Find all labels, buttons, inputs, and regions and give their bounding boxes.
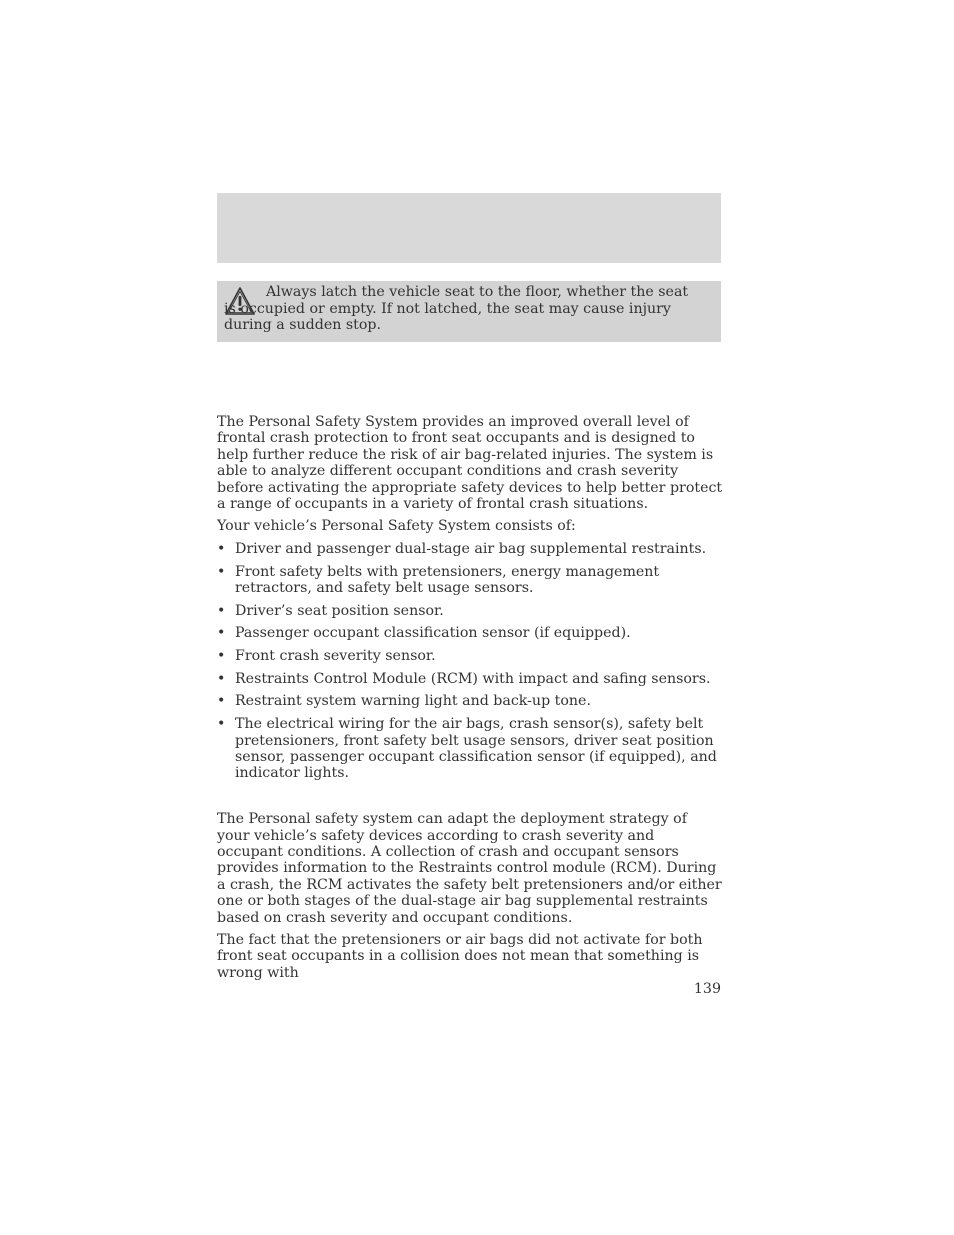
fact-paragraph: The fact that the pretensioners or air bags did not activate for both front seat occupants in a collision does not mean that something is wrong with — [217, 931, 703, 981]
list-item: • Front crash severity sensor. — [217, 648, 723, 664]
list-item: • Restraint system warning light and back-up tone. — [217, 693, 723, 709]
component-list — [217, 541, 723, 782]
list-item: • Passenger occupant classification sensor (if equipped). — [217, 625, 723, 641]
main-content — [217, 414, 723, 987]
adapt-paragraph: The Personal safety system can adapt the deployment strategy of your vehicle’s safety devices according to crash severity and occupant conditions. A collection of crash and occupant sensors provides information to the Restraints control module (RCM). During a crash, the RCM activates the safety belt pretensioners and/or either one or both stages of the dual-stage air bag supplemental restraints based on crash severity and occupant conditions. — [217, 811, 722, 926]
intro-paragraph: The Personal Safety System provides an improved overall level of frontal crash protection to front seat occupants and is designed to help further reduce the risk of air bag-related injuries. The system is able to analyze different occupant conditions and crash severity before activating the appropriate safety devices to help better protect a range of occupants in a variety of frontal crash situations. — [217, 414, 723, 513]
section-gap — [217, 788, 723, 811]
list-item: • Driver’s seat position sensor. — [217, 603, 723, 619]
list-item: • Driver and passenger dual-stage air bag supplemental restraints. — [217, 541, 723, 557]
list-item: • Restraints Control Module (RCM) with impact and safing sensors. — [217, 671, 723, 687]
consists-of-paragraph: Your vehicle’s Personal Safety System consists of: — [217, 518, 576, 535]
page-number: 139 — [693, 981, 721, 997]
list-item: • The electrical wiring for the air bags, crash sensor(s), safety belt pretensioners, front safety belt usage sensors, driver seat position sensor, passenger occupant classification sensor (if equipped), and indicator lights. — [217, 716, 723, 782]
section-header-band — [217, 193, 721, 263]
warning-box — [217, 281, 721, 342]
warning-text: Always latch the vehicle seat to the floor, whether the seat is occupied or empty. If not latched, the seat may cause injury during a sudden stop. — [224, 284, 689, 333]
list-item: • Front safety belts with pretensioners, energy management retractors, and safety belt usage sensors. — [217, 564, 723, 597]
